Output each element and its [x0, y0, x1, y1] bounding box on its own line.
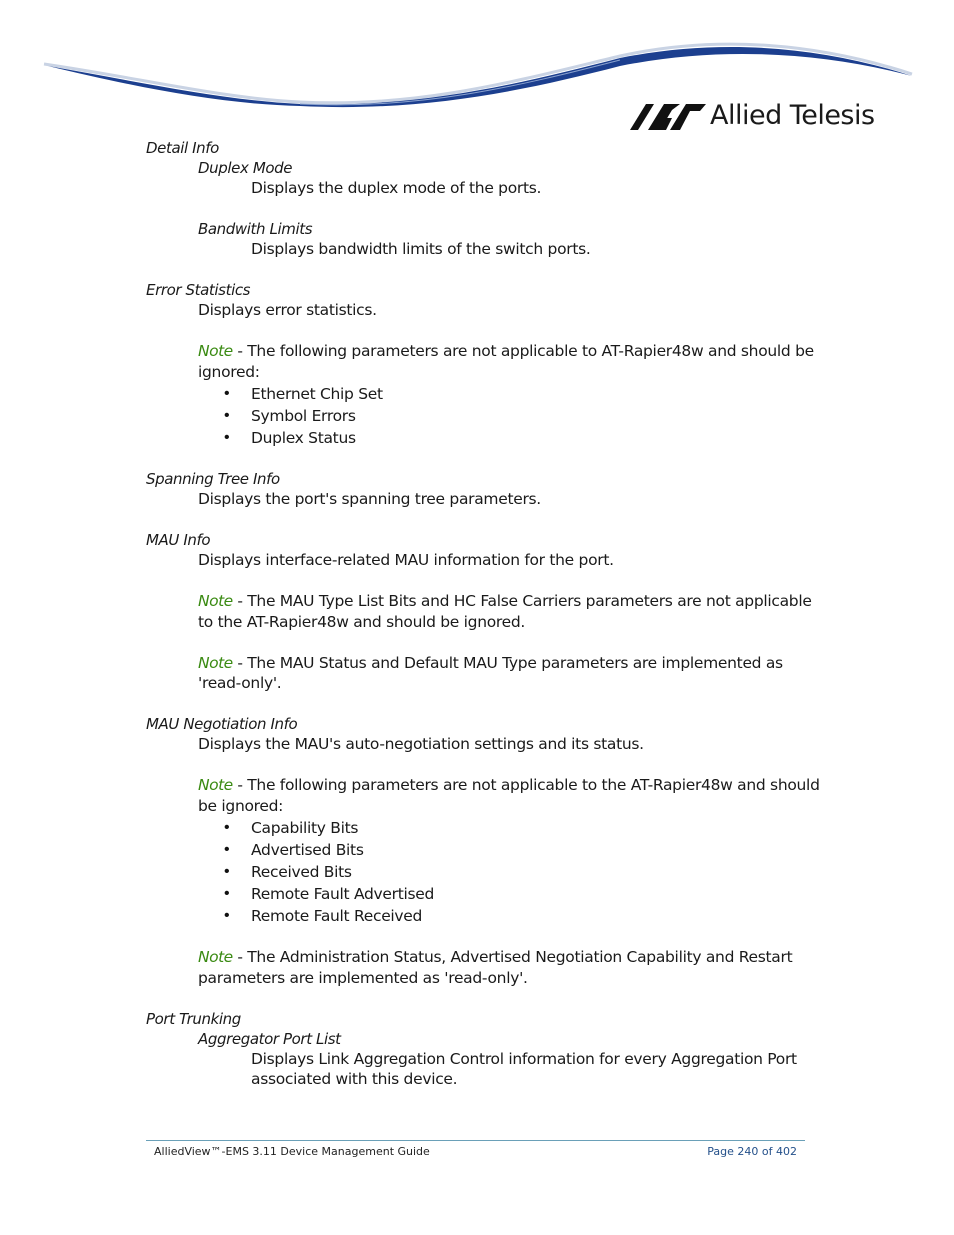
- heading-detail-info: Detail Info: [146, 139, 219, 157]
- mau-negotiation-text: Displays the MAU's auto-negotiation settings and its status.: [198, 735, 644, 753]
- list-item: Capability Bits: [251, 819, 359, 837]
- mau-info-text: Displays interface-related MAU information for the port.: [198, 551, 614, 569]
- list-item: Symbol Errors: [251, 407, 356, 425]
- mau-info-note-1: [198, 591, 812, 611]
- list-item: Duplex Status: [251, 429, 356, 447]
- note-label: Note: [198, 948, 233, 966]
- footer-divider: [146, 1140, 805, 1141]
- aggregator-text-cont: associated with this device.: [251, 1070, 458, 1088]
- note-text: - The following parameters are not applicable to the AT-Rapier48w and should: [232, 776, 820, 794]
- mau-negotiation-note-2: [198, 947, 792, 967]
- heading-spanning-tree-info: Spanning Tree Info: [146, 470, 280, 488]
- note-text: - The following parameters are not applicable to AT-Rapier48w and should be: [232, 342, 814, 360]
- note-text: - The MAU Type List Bits and HC False Carriers parameters are not applicable: [232, 592, 812, 610]
- bullet-icon: •: [224, 407, 230, 424]
- mau-info-note-2-cont: 'read-only'.: [198, 674, 282, 692]
- bullet-icon: •: [224, 385, 230, 402]
- bandwidth-limits-text: Displays bandwidth limits of the switch ports.: [251, 240, 591, 258]
- list-item: Received Bits: [251, 863, 352, 881]
- list-item: Ethernet Chip Set: [251, 385, 383, 403]
- mau-negotiation-note-1-cont: be ignored:: [198, 797, 284, 815]
- heading-error-statistics: Error Statistics: [146, 281, 251, 299]
- note-text: - The MAU Status and Default MAU Type parameters are implemented as: [232, 654, 783, 672]
- logo-wordmark: Allied Telesis: [710, 100, 875, 131]
- spanning-tree-text: Displays the port's spanning tree parameters.: [198, 490, 541, 508]
- bullet-icon: •: [224, 819, 230, 836]
- list-item: Advertised Bits: [251, 841, 364, 859]
- heading-mau-info: MAU Info: [146, 531, 211, 549]
- mau-info-note-2: [198, 653, 783, 673]
- heading-mau-negotiation-info: MAU Negotiation Info: [146, 715, 298, 733]
- list-item: Remote Fault Received: [251, 907, 423, 925]
- note-text: - The Administration Status, Advertised Negotiation Capability and Restart: [232, 948, 793, 966]
- bullet-icon: •: [224, 885, 230, 902]
- footer-page-number: Page 240 of 402: [707, 1145, 797, 1158]
- duplex-mode-text: Displays the duplex mode of the ports.: [251, 179, 542, 197]
- logo-mark-icon: [630, 104, 706, 130]
- subheading-aggregator-port-list: Aggregator Port List: [198, 1030, 341, 1048]
- note-label: Note: [198, 342, 233, 360]
- error-statistics-note-cont: ignored:: [198, 363, 260, 381]
- bullet-icon: •: [224, 429, 230, 446]
- subheading-duplex-mode: Duplex Mode: [198, 159, 293, 177]
- bullet-icon: •: [224, 907, 230, 924]
- error-statistics-text: Displays error statistics.: [198, 301, 377, 319]
- error-statistics-note: [198, 341, 814, 361]
- note-label: Note: [198, 592, 233, 610]
- aggregator-text: Displays Link Aggregation Control information for every Aggregation Port: [251, 1050, 797, 1068]
- bullet-icon: •: [224, 863, 230, 880]
- mau-info-note-1-cont: to the AT-Rapier48w and should be ignored.: [198, 613, 526, 631]
- heading-port-trunking: Port Trunking: [146, 1010, 241, 1028]
- mau-negotiation-note-2-cont: parameters are implemented as 'read-only'.: [198, 969, 528, 987]
- allied-telesis-logo: [630, 100, 875, 136]
- footer-document-title: AlliedView™-EMS 3.11 Device Management Guide: [154, 1145, 430, 1158]
- mau-negotiation-note-1: [198, 775, 820, 795]
- list-item: Remote Fault Advertised: [251, 885, 435, 903]
- note-label: Note: [198, 776, 233, 794]
- bullet-icon: •: [224, 841, 230, 858]
- note-label: Note: [198, 654, 233, 672]
- subheading-bandwidth-limits: Bandwith Limits: [198, 220, 313, 238]
